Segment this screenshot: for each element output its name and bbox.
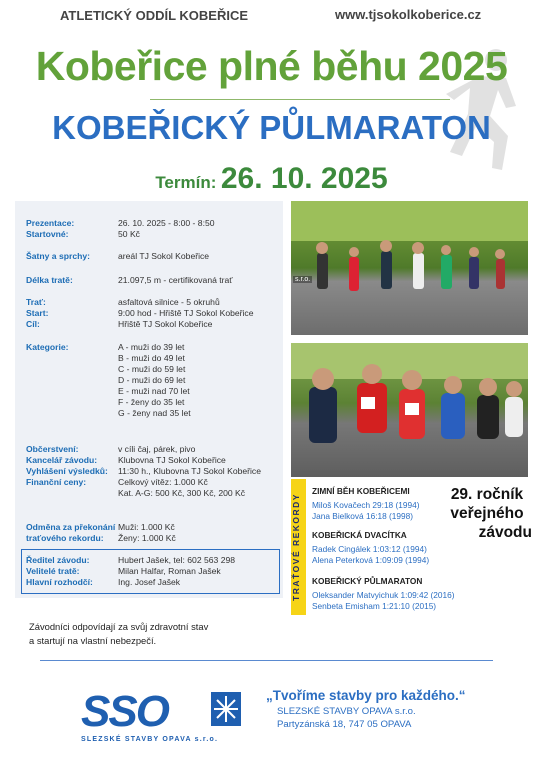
info-value: Milan Halfar, Roman Jašek (118, 566, 221, 576)
logo-text: SSO (81, 688, 168, 736)
photo-runners-icon (291, 201, 528, 335)
title-divider (150, 99, 450, 100)
info-label: Odměna za překonání (26, 522, 116, 532)
info-value: Ženy: 1.000 Kč (118, 533, 176, 543)
event-title: Kobeřice plné běhu 2025 (35, 43, 508, 89)
info-value: G - ženy nad 35 let (118, 408, 191, 418)
info-value: C - muži do 59 let (118, 364, 186, 374)
date-label: Termín: (155, 173, 217, 192)
sponsor-slogan: „Tvoříme stavby pro každého.“ (266, 688, 466, 703)
info-value: A - muži do 39 let (118, 342, 185, 352)
notice-line: a startují na vlastní nebezpečí. (29, 634, 157, 646)
record-item: Jana Bielková 16:18 (1998) (312, 511, 414, 521)
info-label: Prezentace: (26, 218, 75, 228)
info-label: Velitelé tratě: (26, 566, 80, 576)
company-name: SLEZSKÉ STAVBY OPAVA s.r.o. (277, 706, 416, 717)
photo-runners-group-icon (291, 343, 528, 477)
record-item: Oleksander Matvyichuk 1:09:42 (2016) (312, 590, 455, 600)
info-value: asfaltová silnice - 5 okruhů (118, 297, 220, 307)
date-value: 26. 10. 2025 (220, 162, 388, 195)
info-label: Startovné: (26, 229, 69, 239)
info-value: areál TJ Sokol Kobeřice (118, 251, 210, 261)
info-value: 50 Kč (118, 229, 140, 239)
info-value: E - muži nad 70 let (118, 386, 190, 396)
logo-subtext: SLEZSKÉ STAVBY OPAVA s.r.o. (81, 736, 219, 743)
record-item: Radek Cingálek 1:03:12 (1994) (312, 544, 427, 554)
footer-divider (40, 660, 493, 661)
record-group-title: KOBEŘICKÝ PŮLMARATON (312, 576, 423, 586)
race-photo-runners (291, 343, 528, 477)
record-group-title: KOBEŘICKÁ DVACÍTKA (312, 530, 407, 540)
race-photo-start (291, 201, 528, 335)
liability-notice (29, 620, 208, 647)
info-value: 9:00 hod - Hřiště TJ Sokol Kobeřice (118, 308, 254, 318)
info-label: Trať: (26, 297, 46, 307)
event-subtitle: KOBEŘICKÝ PŮLMARATON (52, 109, 491, 146)
info-label: Ředitel závodu: (26, 555, 90, 565)
info-label: Cíl: (26, 319, 40, 329)
records-bar-label: TRAŤOVÉ REKORDY (291, 493, 301, 601)
info-value: D - muži do 69 let (118, 375, 186, 385)
info-label: Kategorie: (26, 342, 69, 352)
record-item: Miloš Kovačech 29:18 (1994) (312, 500, 420, 510)
record-group-title: ZIMNÍ BĚH KOBEŘICEMI (312, 486, 410, 496)
record-item: Alena Peterková 1:09:09 (1994) (312, 555, 430, 565)
info-value: Hřiště TJ Sokol Kobeřice (118, 319, 213, 329)
info-value: Hubert Jašek, tel: 602 563 298 (118, 555, 236, 565)
notice-line: Závodníci odpovídají za svůj zdravotní stav (29, 621, 209, 632)
info-label: Start: (26, 308, 49, 318)
record-item: Senbeta Emisham 1:21:10 (2015) (312, 601, 437, 611)
info-value: B - muži do 49 let (118, 353, 185, 363)
info-value: 26. 10. 2025 - 8:00 - 8:50 (118, 218, 215, 228)
info-value: v cíli čaj, párek, pivo (118, 444, 196, 454)
info-label: Hlavní rozhodčí: (26, 577, 93, 587)
info-value: 11:30 h., Klubovna TJ Sokol Kobeřice (118, 466, 262, 476)
website-link[interactable]: www.tjsokolkoberice.cz (335, 7, 482, 22)
info-value: Ing. Josef Jašek (118, 577, 181, 587)
sso-logo-icon (79, 688, 245, 746)
info-value: Kat. A-G: 500 Kč, 300 Kč, 200 Kč (118, 488, 246, 498)
info-label: Finanční ceny: (26, 477, 87, 487)
edition-line: veřejného (450, 505, 524, 522)
info-label: traťového rekordu: (26, 533, 104, 543)
club-name: ATLETICKÝ ODDÍL KOBEŘICE (60, 8, 249, 23)
company-address: Partyzánská 18, 747 05 OPAVA (277, 718, 412, 730)
info-label: Kancelář závodu: (26, 455, 98, 465)
edition-label (432, 485, 542, 542)
info-value: 21.097,5 m - certifikovaná trať (118, 275, 233, 285)
info-label: Vyhlášení výsledků: (26, 466, 108, 476)
sponsor-company (277, 706, 416, 731)
photo-caption: s.r.o. (295, 276, 311, 283)
info-label: Šatny a sprchy: (26, 251, 90, 261)
info-value: Celkový vítěz: 1.000 Kč (118, 477, 208, 487)
info-value: Muži: 1.000 Kč (118, 522, 175, 532)
edition-line: 29. ročník (450, 486, 524, 503)
edition-line: závodu (478, 524, 532, 541)
info-value: Klubovna TJ Sokol Kobeřice (118, 455, 226, 465)
event-date (0, 162, 543, 196)
info-label: Délka tratě: (26, 275, 73, 285)
info-value: F - ženy do 35 let (118, 397, 185, 407)
info-label: Občerstvení: (26, 444, 79, 454)
